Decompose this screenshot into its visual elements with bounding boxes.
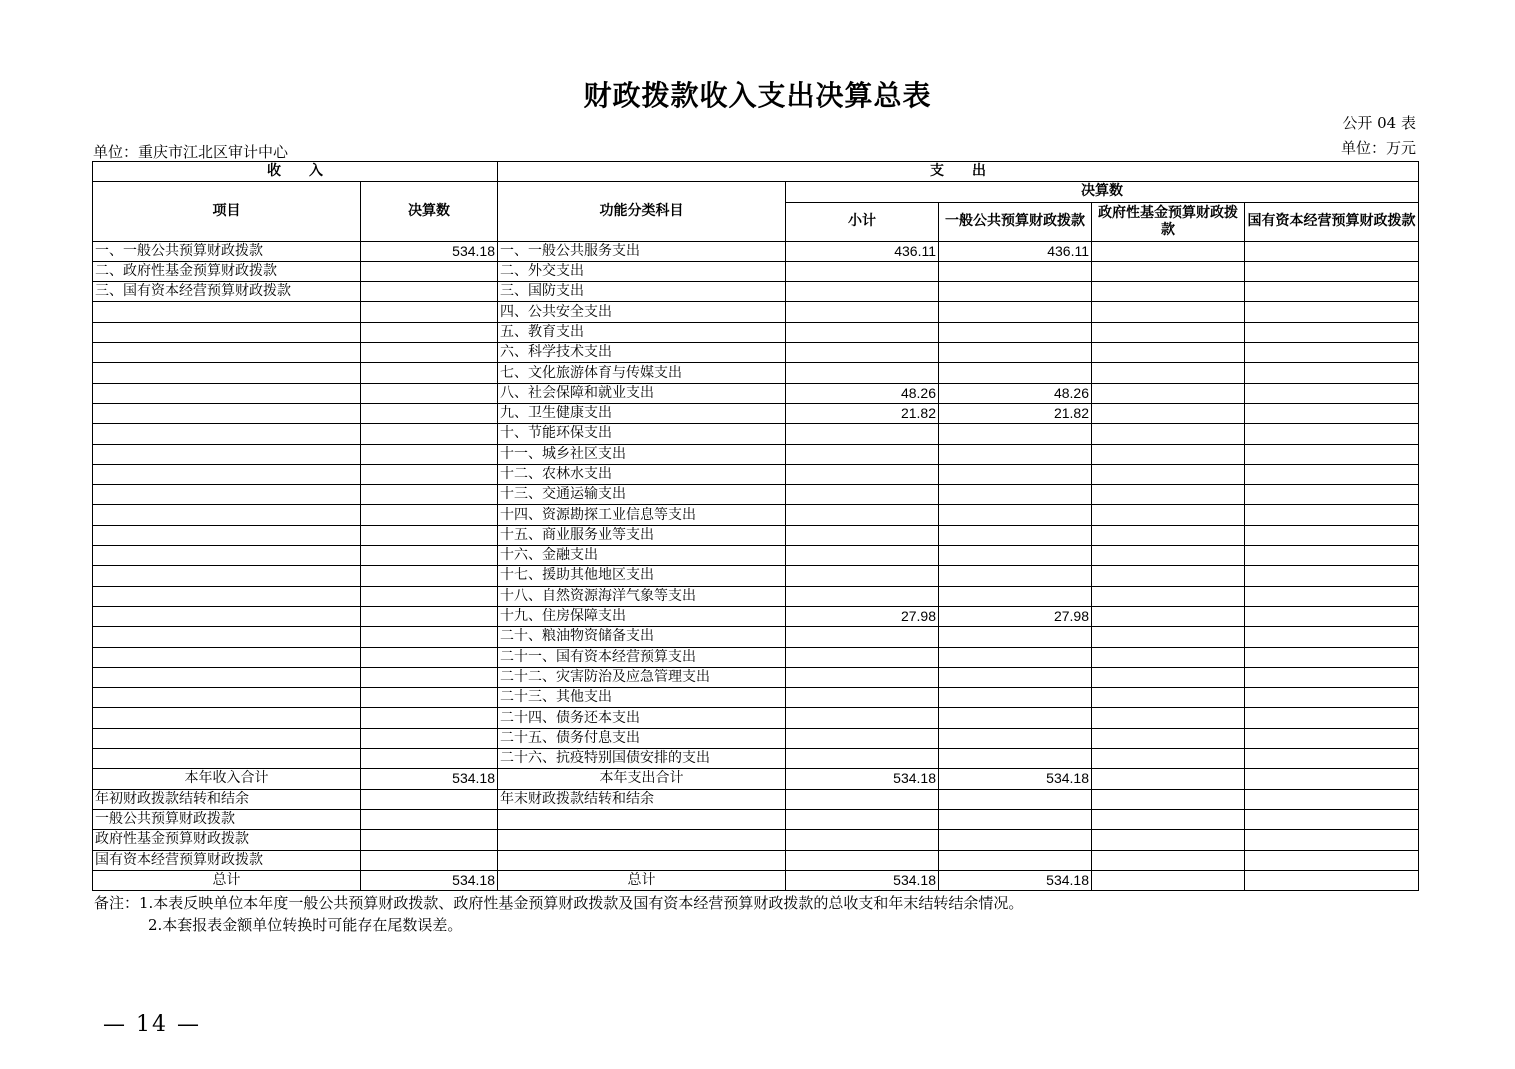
fund-budget-cell bbox=[1092, 586, 1245, 606]
state-capital-cell bbox=[1245, 383, 1419, 403]
fund-budget-cell bbox=[1092, 789, 1245, 809]
expense-subject-cell bbox=[498, 809, 786, 829]
subtotal-cell: 534.18 bbox=[786, 870, 939, 890]
general-budget-cell bbox=[939, 627, 1092, 647]
income-amount-cell bbox=[361, 667, 498, 687]
general-budget-cell bbox=[939, 749, 1092, 769]
table-row bbox=[93, 606, 1419, 626]
expense-subject-cell: 二十、粮油物资储备支出 bbox=[498, 627, 786, 647]
income-item-cell: 国有资本经营预算财政拨款 bbox=[93, 850, 361, 870]
state-capital-cell bbox=[1245, 546, 1419, 566]
income-amount-cell bbox=[361, 363, 498, 383]
carry-sub-row bbox=[93, 830, 1419, 850]
carry-over-row bbox=[93, 789, 1419, 809]
state-capital-cell bbox=[1245, 728, 1419, 748]
general-budget-cell bbox=[939, 282, 1092, 302]
table-row bbox=[93, 322, 1419, 342]
table-row bbox=[93, 627, 1419, 647]
fund-budget-cell bbox=[1092, 403, 1245, 423]
general-budget-cell bbox=[939, 261, 1092, 281]
state-capital-cell bbox=[1245, 525, 1419, 545]
income-amount-cell bbox=[361, 647, 498, 667]
fund-budget-cell bbox=[1092, 322, 1245, 342]
expense-subject-cell: 三、国防支出 bbox=[498, 282, 786, 302]
income-item-cell: 三、国有资本经营预算财政拨款 bbox=[93, 282, 361, 302]
income-amount-cell bbox=[361, 850, 498, 870]
income-item-cell bbox=[93, 485, 361, 505]
subtotal-cell bbox=[786, 708, 939, 728]
state-capital-cell bbox=[1245, 870, 1419, 890]
subtotal-cell bbox=[786, 546, 939, 566]
subtotal-cell bbox=[786, 688, 939, 708]
expense-subject-cell: 二十六、抗疫特别国债安排的支出 bbox=[498, 749, 786, 769]
grand-total-row bbox=[93, 870, 1419, 890]
income-item-cell bbox=[93, 525, 361, 545]
expense-subject-cell: 二十三、其他支出 bbox=[498, 688, 786, 708]
func-subject-header: 功能分类科目 bbox=[498, 182, 786, 241]
income-amount-cell bbox=[361, 505, 498, 525]
subtotal-cell bbox=[786, 566, 939, 586]
state-capital-cell bbox=[1245, 586, 1419, 606]
general-budget-cell bbox=[939, 667, 1092, 687]
expense-subject-cell: 十二、农林水支出 bbox=[498, 464, 786, 484]
income-amount-cell bbox=[361, 708, 498, 728]
income-item-cell bbox=[93, 749, 361, 769]
note-line-1: 备注：1.本表反映单位本年度一般公共预算财政拨款、政府性基金预算财政拨款及国有资本经营预算财政拨款的总收支和年末结转结余情况。 bbox=[94, 894, 1024, 912]
fund-budget-cell bbox=[1092, 870, 1245, 890]
item-header: 项目 bbox=[93, 182, 361, 241]
subtotal-cell bbox=[786, 464, 939, 484]
income-amount-cell bbox=[361, 403, 498, 423]
income-item-cell: 总计 bbox=[93, 870, 361, 890]
currency-unit: 单位：万元 bbox=[1340, 139, 1416, 157]
income-item-cell bbox=[93, 667, 361, 687]
table-row bbox=[93, 261, 1419, 281]
general-budget-cell bbox=[939, 444, 1092, 464]
general-budget-cell bbox=[939, 363, 1092, 383]
state-capital-cell bbox=[1245, 769, 1419, 789]
subtotal-cell bbox=[786, 667, 939, 687]
income-item-cell bbox=[93, 302, 361, 322]
fund-budget-cell bbox=[1092, 525, 1245, 545]
table-row bbox=[93, 647, 1419, 667]
general-budget-cell bbox=[939, 525, 1092, 545]
general-budget-cell bbox=[939, 485, 1092, 505]
general-budget-header: 一般公共预算财政拨款 bbox=[939, 202, 1092, 241]
general-budget-cell: 534.18 bbox=[939, 870, 1092, 890]
income-amount-cell bbox=[361, 261, 498, 281]
general-budget-cell bbox=[939, 566, 1092, 586]
header-row-1 bbox=[93, 162, 1419, 182]
subtotal-cell: 534.18 bbox=[786, 769, 939, 789]
income-amount-cell bbox=[361, 688, 498, 708]
state-capital-header: 国有资本经营预算财政拨款 bbox=[1245, 202, 1419, 241]
expense-subject-cell: 十三、交通运输支出 bbox=[498, 485, 786, 505]
income-amount-cell bbox=[361, 749, 498, 769]
state-capital-cell bbox=[1245, 688, 1419, 708]
expense-subject-cell: 十六、金融支出 bbox=[498, 546, 786, 566]
income-amount-cell bbox=[361, 789, 498, 809]
table-row bbox=[93, 485, 1419, 505]
state-capital-cell bbox=[1245, 850, 1419, 870]
page-number: — 14 — bbox=[103, 1012, 201, 1037]
fund-budget-cell bbox=[1092, 546, 1245, 566]
page-title: 财政拨款收入支出决算总表 bbox=[583, 79, 932, 112]
fund-budget-cell bbox=[1092, 302, 1245, 322]
income-amount-cell bbox=[361, 464, 498, 484]
subtotal-cell bbox=[786, 627, 939, 647]
subtotal-cell bbox=[786, 586, 939, 606]
state-capital-cell bbox=[1245, 261, 1419, 281]
fund-budget-cell bbox=[1092, 241, 1245, 261]
subtotal-cell bbox=[786, 809, 939, 829]
general-budget-cell bbox=[939, 464, 1092, 484]
fund-budget-cell bbox=[1092, 566, 1245, 586]
income-amount-cell bbox=[361, 525, 498, 545]
subtotal-cell bbox=[786, 261, 939, 281]
income-amount-cell: 534.18 bbox=[361, 870, 498, 890]
income-item-cell bbox=[93, 606, 361, 626]
state-capital-cell bbox=[1245, 343, 1419, 363]
income-amount-cell bbox=[361, 586, 498, 606]
state-capital-cell bbox=[1245, 485, 1419, 505]
fund-budget-cell bbox=[1092, 444, 1245, 464]
expense-subject-cell: 十七、援助其他地区支出 bbox=[498, 566, 786, 586]
table-row bbox=[93, 403, 1419, 423]
table-body bbox=[93, 241, 1419, 891]
income-item-cell bbox=[93, 424, 361, 444]
expense-subject-cell: 二十四、债务还本支出 bbox=[498, 708, 786, 728]
expense-subject-cell: 二、外交支出 bbox=[498, 261, 786, 281]
table-row bbox=[93, 546, 1419, 566]
table-row bbox=[93, 667, 1419, 687]
carry-sub-row bbox=[93, 850, 1419, 870]
fund-budget-cell bbox=[1092, 606, 1245, 626]
expense-subject-cell: 十、节能环保支出 bbox=[498, 424, 786, 444]
state-capital-cell bbox=[1245, 627, 1419, 647]
income-amount-cell bbox=[361, 809, 498, 829]
table-row bbox=[93, 505, 1419, 525]
state-capital-cell bbox=[1245, 606, 1419, 626]
state-capital-cell bbox=[1245, 667, 1419, 687]
income-item-cell bbox=[93, 403, 361, 423]
subtotal-cell bbox=[786, 749, 939, 769]
fund-budget-cell bbox=[1092, 850, 1245, 870]
table-row bbox=[93, 464, 1419, 484]
fund-budget-cell bbox=[1092, 343, 1245, 363]
state-capital-cell bbox=[1245, 505, 1419, 525]
fund-budget-cell bbox=[1092, 485, 1245, 505]
subtotal-cell bbox=[786, 363, 939, 383]
income-amount-cell bbox=[361, 343, 498, 363]
table-row bbox=[93, 586, 1419, 606]
subtotal-cell bbox=[786, 444, 939, 464]
table-row bbox=[93, 688, 1419, 708]
general-budget-cell bbox=[939, 850, 1092, 870]
fund-budget-cell bbox=[1092, 809, 1245, 829]
income-amount-cell bbox=[361, 546, 498, 566]
income-item-cell bbox=[93, 728, 361, 748]
fund-budget-cell bbox=[1092, 363, 1245, 383]
income-amount-cell bbox=[361, 424, 498, 444]
general-budget-cell bbox=[939, 728, 1092, 748]
final-amount-header: 决算数 bbox=[786, 182, 1419, 202]
notes bbox=[94, 892, 1023, 936]
expense-subject-cell bbox=[498, 850, 786, 870]
income-item-cell: 政府性基金预算财政拨款 bbox=[93, 830, 361, 850]
income-item-cell bbox=[93, 688, 361, 708]
income-item-cell bbox=[93, 546, 361, 566]
income-item-cell bbox=[93, 566, 361, 586]
subtotal-cell bbox=[786, 424, 939, 444]
table-row bbox=[93, 525, 1419, 545]
expense-subject-cell: 十一、城乡社区支出 bbox=[498, 444, 786, 464]
state-capital-cell bbox=[1245, 464, 1419, 484]
general-budget-cell bbox=[939, 343, 1092, 363]
state-capital-cell bbox=[1245, 403, 1419, 423]
income-amount-cell bbox=[361, 383, 498, 403]
state-capital-cell bbox=[1245, 302, 1419, 322]
state-capital-cell bbox=[1245, 789, 1419, 809]
expense-subject-cell: 总计 bbox=[498, 870, 786, 890]
fund-budget-cell bbox=[1092, 688, 1245, 708]
table-row bbox=[93, 383, 1419, 403]
table-row bbox=[93, 444, 1419, 464]
expense-subject-cell: 五、教育支出 bbox=[498, 322, 786, 342]
table-row bbox=[93, 708, 1419, 728]
income-amount-cell bbox=[361, 282, 498, 302]
expense-subject-cell: 十八、自然资源海洋气象等支出 bbox=[498, 586, 786, 606]
income-item-cell: 二、政府性基金预算财政拨款 bbox=[93, 261, 361, 281]
expense-subject-cell: 二十五、债务付息支出 bbox=[498, 728, 786, 748]
general-budget-cell bbox=[939, 586, 1092, 606]
fund-budget-cell bbox=[1092, 749, 1245, 769]
state-capital-cell bbox=[1245, 809, 1419, 829]
table-row bbox=[93, 241, 1419, 261]
year-total-row bbox=[93, 769, 1419, 789]
general-budget-cell bbox=[939, 546, 1092, 566]
income-item-cell bbox=[93, 586, 361, 606]
income-item-cell bbox=[93, 343, 361, 363]
subtotal-cell bbox=[786, 343, 939, 363]
general-budget-cell bbox=[939, 424, 1092, 444]
general-budget-cell bbox=[939, 830, 1092, 850]
expense-subject-cell: 一、一般公共服务支出 bbox=[498, 241, 786, 261]
subtotal-cell bbox=[786, 789, 939, 809]
expense-subject-cell: 十九、住房保障支出 bbox=[498, 606, 786, 626]
state-capital-cell bbox=[1245, 241, 1419, 261]
subtotal-cell bbox=[786, 282, 939, 302]
income-item-cell bbox=[93, 444, 361, 464]
income-item-cell bbox=[93, 363, 361, 383]
fund-budget-cell bbox=[1092, 282, 1245, 302]
expense-header: 支 出 bbox=[498, 162, 1419, 182]
state-capital-cell bbox=[1245, 749, 1419, 769]
expense-subject-cell: 六、科学技术支出 bbox=[498, 343, 786, 363]
expense-subject-cell: 九、卫生健康支出 bbox=[498, 403, 786, 423]
general-budget-cell bbox=[939, 708, 1092, 728]
carry-sub-row bbox=[93, 809, 1419, 829]
state-capital-cell bbox=[1245, 444, 1419, 464]
income-item-cell: 一般公共预算财政拨款 bbox=[93, 809, 361, 829]
subtotal-cell: 27.98 bbox=[786, 606, 939, 626]
table-row bbox=[93, 343, 1419, 363]
expense-subject-cell: 十四、资源勘探工业信息等支出 bbox=[498, 505, 786, 525]
expense-subject-cell: 年末财政拨款结转和结余 bbox=[498, 789, 786, 809]
general-budget-cell bbox=[939, 322, 1092, 342]
general-budget-cell: 21.82 bbox=[939, 403, 1092, 423]
state-capital-cell bbox=[1245, 647, 1419, 667]
fund-budget-cell bbox=[1092, 708, 1245, 728]
general-budget-cell bbox=[939, 505, 1092, 525]
budget-summary-table bbox=[92, 161, 1419, 891]
general-budget-cell: 436.11 bbox=[939, 241, 1092, 261]
table-row bbox=[93, 566, 1419, 586]
income-item-cell bbox=[93, 383, 361, 403]
subtotal-header: 小计 bbox=[786, 202, 939, 241]
state-capital-cell bbox=[1245, 708, 1419, 728]
fund-budget-cell bbox=[1092, 261, 1245, 281]
general-budget-cell bbox=[939, 789, 1092, 809]
note-line-2: 2.本套报表金额单位转换时可能存在尾数误差。 bbox=[148, 916, 463, 934]
fund-budget-cell bbox=[1092, 769, 1245, 789]
subtotal-cell bbox=[786, 830, 939, 850]
expense-subject-cell: 十五、商业服务业等支出 bbox=[498, 525, 786, 545]
state-capital-cell bbox=[1245, 566, 1419, 586]
subtotal-cell bbox=[786, 850, 939, 870]
subtotal-cell bbox=[786, 647, 939, 667]
income-amount-cell bbox=[361, 830, 498, 850]
table-row bbox=[93, 282, 1419, 302]
expense-subject-cell: 本年支出合计 bbox=[498, 769, 786, 789]
fund-budget-cell bbox=[1092, 667, 1245, 687]
state-capital-cell bbox=[1245, 322, 1419, 342]
fund-budget-header: 政府性基金预算财政拨款 bbox=[1092, 202, 1245, 241]
income-amount-cell bbox=[361, 322, 498, 342]
subtotal-cell bbox=[786, 525, 939, 545]
income-amount-cell bbox=[361, 627, 498, 647]
fund-budget-cell bbox=[1092, 383, 1245, 403]
expense-subject-cell: 四、公共安全支出 bbox=[498, 302, 786, 322]
table-row bbox=[93, 728, 1419, 748]
reporting-unit: 单位：重庆市江北区审计中心 bbox=[93, 143, 289, 161]
fund-budget-cell bbox=[1092, 647, 1245, 667]
subtotal-cell bbox=[786, 728, 939, 748]
income-item-cell bbox=[93, 627, 361, 647]
income-amount-cell bbox=[361, 606, 498, 626]
subtotal-cell bbox=[786, 322, 939, 342]
income-amount-cell bbox=[361, 485, 498, 505]
income-item-cell: 本年收入合计 bbox=[93, 769, 361, 789]
header-row-2 bbox=[93, 182, 1419, 202]
amount-header: 决算数 bbox=[361, 182, 498, 241]
table-row bbox=[93, 363, 1419, 383]
fund-budget-cell bbox=[1092, 830, 1245, 850]
general-budget-cell: 48.26 bbox=[939, 383, 1092, 403]
income-item-cell: 一、一般公共预算财政拨款 bbox=[93, 241, 361, 261]
expense-subject-cell: 二十二、灾害防治及应急管理支出 bbox=[498, 667, 786, 687]
fund-budget-cell bbox=[1092, 728, 1245, 748]
table-row bbox=[93, 749, 1419, 769]
income-item-cell bbox=[93, 647, 361, 667]
fund-budget-cell bbox=[1092, 505, 1245, 525]
general-budget-cell bbox=[939, 302, 1092, 322]
income-header: 收 入 bbox=[93, 162, 498, 182]
table-row bbox=[93, 302, 1419, 322]
general-budget-cell bbox=[939, 647, 1092, 667]
expense-subject-cell: 七、文化旅游体育与传媒支出 bbox=[498, 363, 786, 383]
subtotal-cell: 436.11 bbox=[786, 241, 939, 261]
subtotal-cell bbox=[786, 505, 939, 525]
income-item-cell: 年初财政拨款结转和结余 bbox=[93, 789, 361, 809]
income-item-cell bbox=[93, 708, 361, 728]
state-capital-cell bbox=[1245, 424, 1419, 444]
income-item-cell bbox=[93, 322, 361, 342]
income-amount-cell bbox=[361, 444, 498, 464]
state-capital-cell bbox=[1245, 830, 1419, 850]
fund-budget-cell bbox=[1092, 424, 1245, 444]
fund-budget-cell bbox=[1092, 627, 1245, 647]
state-capital-cell bbox=[1245, 363, 1419, 383]
state-capital-cell bbox=[1245, 282, 1419, 302]
income-item-cell bbox=[93, 464, 361, 484]
expense-subject-cell bbox=[498, 830, 786, 850]
income-amount-cell bbox=[361, 566, 498, 586]
expense-subject-cell: 八、社会保障和就业支出 bbox=[498, 383, 786, 403]
subtotal-cell: 21.82 bbox=[786, 403, 939, 423]
fund-budget-cell bbox=[1092, 464, 1245, 484]
income-item-cell bbox=[93, 505, 361, 525]
expense-subject-cell: 二十一、国有资本经营预算支出 bbox=[498, 647, 786, 667]
table-row bbox=[93, 424, 1419, 444]
subtotal-cell bbox=[786, 485, 939, 505]
income-amount-cell bbox=[361, 302, 498, 322]
subtotal-cell bbox=[786, 302, 939, 322]
general-budget-cell: 27.98 bbox=[939, 606, 1092, 626]
form-number: 公开 04 表 bbox=[1342, 114, 1416, 132]
subtotal-cell: 48.26 bbox=[786, 383, 939, 403]
income-amount-cell: 534.18 bbox=[361, 241, 498, 261]
general-budget-cell: 534.18 bbox=[939, 769, 1092, 789]
general-budget-cell bbox=[939, 809, 1092, 829]
income-amount-cell bbox=[361, 728, 498, 748]
general-budget-cell bbox=[939, 688, 1092, 708]
income-amount-cell: 534.18 bbox=[361, 769, 498, 789]
